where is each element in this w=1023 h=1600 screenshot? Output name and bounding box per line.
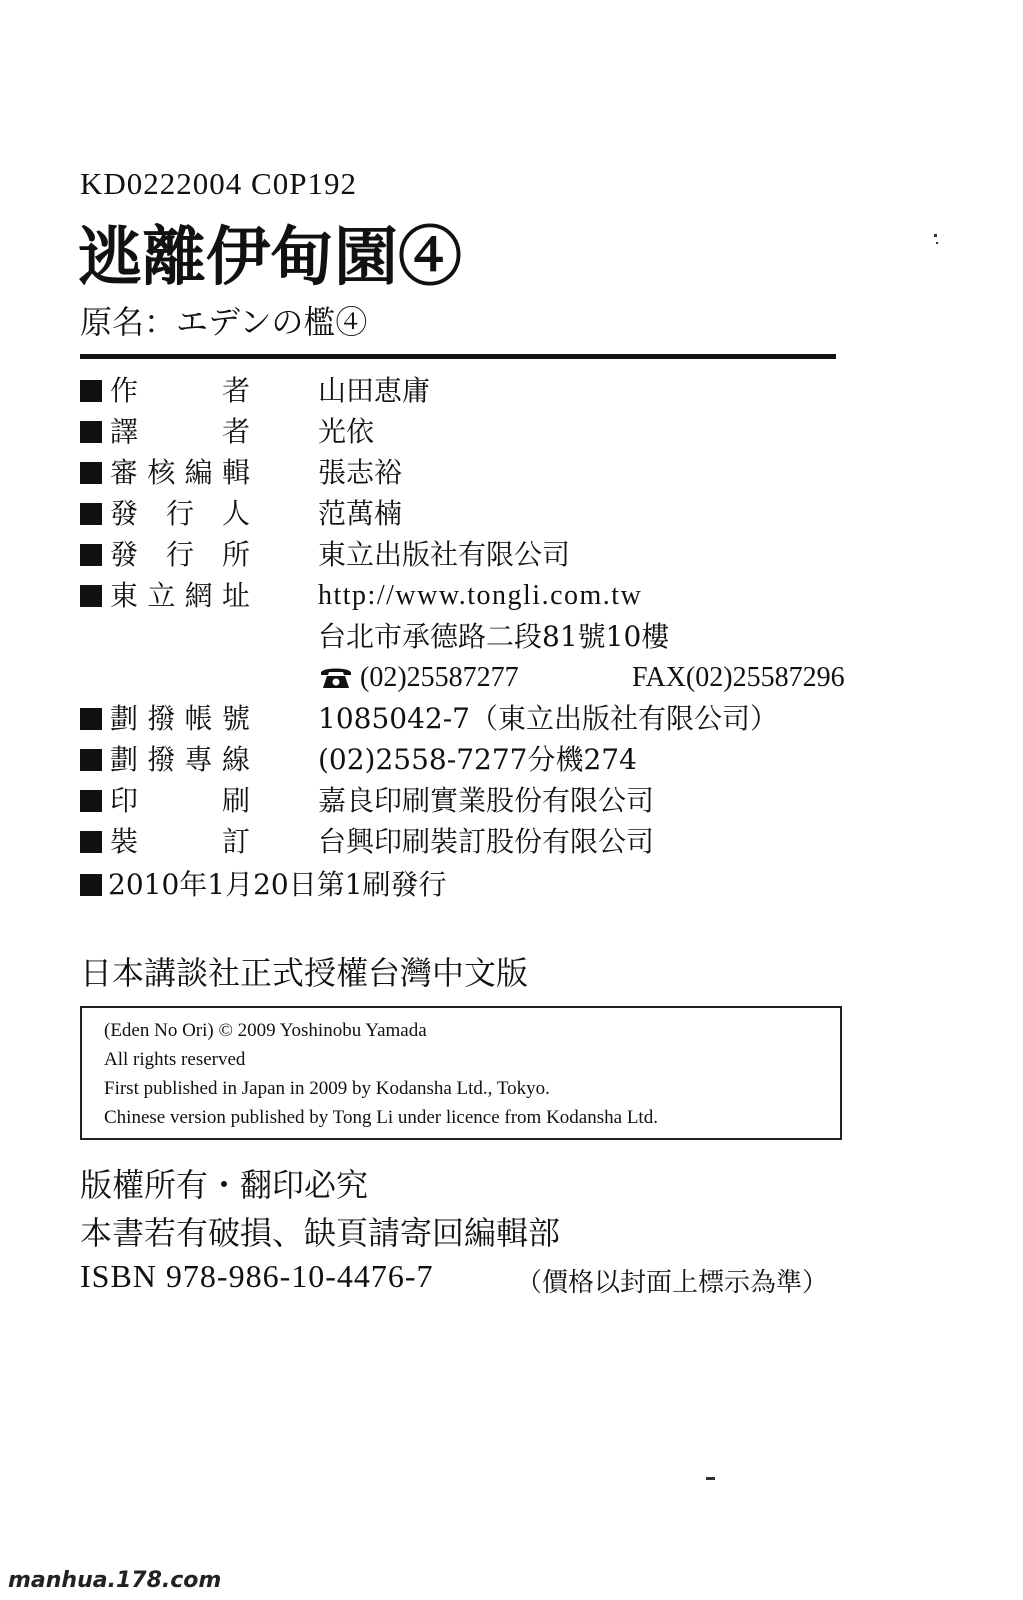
info-value: 台興印刷裝訂股份有限公司 xyxy=(318,825,655,858)
square-bullet-icon xyxy=(80,585,102,607)
info-row-translator xyxy=(80,411,940,452)
square-bullet-icon xyxy=(80,831,102,853)
original-title: 原名：エデンの檻④ xyxy=(80,303,368,341)
info-value: 光依 xyxy=(318,415,375,448)
info-row-author xyxy=(80,370,940,411)
info-value: 范萬楠 xyxy=(318,497,403,530)
pub-date-text: 2010年1月20日第1刷發行 xyxy=(108,868,447,901)
info-label: 劃撥帳號 xyxy=(110,702,250,735)
telephone-icon xyxy=(318,664,354,690)
square-bullet-icon xyxy=(80,874,102,896)
info-row-printer xyxy=(80,780,940,821)
website-url: http://www.tongli.com.tw xyxy=(318,580,643,611)
info-label: 譯 者 xyxy=(110,415,250,448)
info-value: 張志裕 xyxy=(318,456,403,489)
info-value: 東立出版社有限公司 xyxy=(318,538,571,571)
copyright-line: Chinese version published by Tong Li under licence from Kodansha Ltd. xyxy=(104,1107,658,1128)
info-value: 山田恵庸 xyxy=(318,374,431,407)
book-title: 逃離伊甸園④ xyxy=(78,220,462,295)
square-bullet-icon xyxy=(80,708,102,730)
publication-info xyxy=(80,370,940,862)
info-row-hotline xyxy=(80,739,940,780)
info-row-phone xyxy=(80,657,940,698)
info-row-address xyxy=(80,616,940,657)
square-bullet-icon xyxy=(80,544,102,566)
price-note: （價格以封面上標示為準） xyxy=(516,1268,829,1298)
info-value: (02)2558-7277分機274 xyxy=(318,743,637,776)
info-value: 1085042-7（東立出版社有限公司） xyxy=(318,702,778,735)
square-bullet-icon xyxy=(80,503,102,525)
info-row-editor xyxy=(80,452,940,493)
publication-date xyxy=(80,863,447,903)
info-row-binder xyxy=(80,821,940,862)
copyright-line: (Eden No Ori) © 2009 Yoshinobu Yamada xyxy=(104,1020,427,1041)
copyright-line: All rights reserved xyxy=(104,1049,246,1070)
scan-speck xyxy=(936,242,938,244)
scan-speck xyxy=(706,1477,715,1480)
copyright-box xyxy=(80,1006,842,1140)
info-label: 東立網址 xyxy=(110,579,250,612)
phone-line xyxy=(318,657,845,698)
info-label: 裝 訂 xyxy=(110,825,250,858)
square-bullet-icon xyxy=(80,749,102,771)
license-statement: 日本講談社正式授權台灣中文版 xyxy=(80,954,529,992)
fax-number: FAX(02)25587296 xyxy=(632,662,845,693)
info-label: 審核編輯 xyxy=(110,456,250,489)
square-bullet-icon xyxy=(80,462,102,484)
info-row-website xyxy=(80,575,940,616)
isbn: ISBN 978-986-10-4476-7 xyxy=(80,1258,434,1294)
info-row-account xyxy=(80,698,940,739)
info-label: 發 行 人 xyxy=(110,497,250,530)
title-divider xyxy=(80,354,836,359)
info-label: 發 行 所 xyxy=(110,538,250,571)
rights-notice: 版權所有・翻印必究 xyxy=(80,1166,369,1204)
copyright-line: First published in Japan in 2009 by Kodansha Ltd., Tokyo. xyxy=(104,1078,550,1099)
square-bullet-icon xyxy=(80,790,102,812)
info-row-publisher xyxy=(80,534,940,575)
info-label: 作 者 xyxy=(110,374,250,407)
scan-speck xyxy=(934,234,937,237)
damage-notice: 本書若有破損、缺頁請寄回編輯部 xyxy=(80,1214,561,1252)
phone-number: (02)25587277 xyxy=(360,662,519,693)
square-bullet-icon xyxy=(80,421,102,443)
site-watermark: manhua.178.com xyxy=(8,1568,222,1593)
square-bullet-icon xyxy=(80,380,102,402)
info-value: 嘉良印刷實業股份有限公司 xyxy=(318,784,655,817)
info-label: 劃撥專線 xyxy=(110,743,250,776)
product-codes: KD0222004 C0P192 xyxy=(80,166,357,201)
address: 台北市承德路二段81號10樓 xyxy=(318,620,670,653)
info-label: 印 刷 xyxy=(110,784,250,817)
info-row-publisher-person xyxy=(80,493,940,534)
